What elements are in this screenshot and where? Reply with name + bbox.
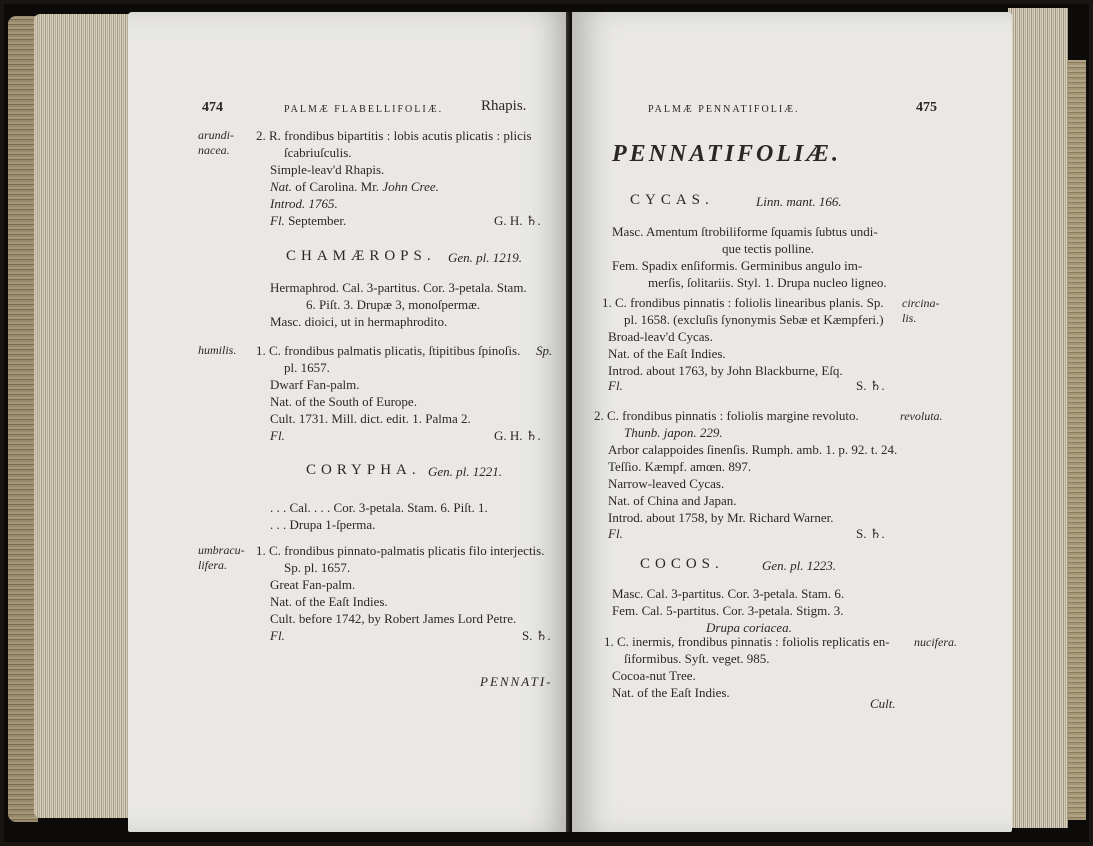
genus-reference: Linn. mant. 166. [756, 194, 842, 209]
margin-species-name: circina- [902, 296, 940, 310]
left-page [128, 12, 570, 832]
genus-heading: CYCAS. [630, 192, 714, 208]
page-edges-right [1008, 8, 1068, 828]
margin-species-name: arundi- [198, 128, 234, 142]
genus-heading: CHAMÆROPS. [286, 248, 436, 264]
genus-description: . . . Cal. . . . Cor. 3-petala. Stam. 6. Piſt. 1. [270, 500, 488, 515]
genus-description: Masc. Cal. 3-partitus. Cor. 3-petala. Stam. 6. [612, 586, 845, 601]
genus-description: Drupa coriacea. [706, 620, 792, 635]
entry-line: ſcabriuſculis. [284, 145, 352, 160]
genus-reference: Gen. pl. 1221. [428, 464, 503, 479]
margin-species-name: nucifera. [914, 635, 957, 649]
entry-line: ſiformibus. Syſt. veget. 985. [624, 651, 770, 666]
fl-label: Fl. [270, 628, 285, 643]
running-head: PALMÆ FLABELLIFOLIÆ. [284, 104, 444, 115]
entry-line: 1. C. frondibus pinnato-palmatis plicatis filo interjectis. [256, 543, 545, 558]
catchword: PENNATI- [480, 674, 553, 689]
genus-description: que tectis polline. [722, 241, 815, 256]
entry-line: Nat. of the Eaſt Indies. [608, 346, 726, 361]
nat-label: Nat. [270, 179, 293, 194]
margin-species-name: lifera. [198, 558, 227, 572]
page-edges-left [34, 14, 134, 818]
entry-line: Arbor calappoides ſinenſis. Rumph. amb. 1. p. 92. t. 24. [608, 442, 898, 457]
genus-description: . . . Drupa 1-ſperma. [270, 517, 376, 532]
genus-heading: COCOS. [640, 556, 724, 572]
fl-label: Fl. [608, 526, 623, 541]
margin-species-name: humilis. [198, 343, 237, 357]
genus-description: Fem. Spadix enſiformis. Germinibus angulo im- [612, 258, 863, 273]
page-number: 474 [202, 100, 223, 115]
entry-line: Sp. [536, 343, 553, 358]
common-name: Great Fan-palm. [270, 577, 356, 592]
common-name: Dwarf Fan-palm. [270, 377, 360, 392]
fl-label: Fl. [270, 428, 285, 443]
entry-line: of Carolina. Mr. [295, 179, 380, 194]
genus-description: 6. Piſt. 3. Drupæ 3, monoſpermæ. [306, 297, 481, 312]
margin-species-name: umbracu- [198, 543, 245, 557]
entry-line: Sp. pl. 1657. [284, 560, 351, 575]
margin-species-name: lis. [902, 311, 917, 325]
margin-species-name: nacea. [198, 143, 230, 157]
person-name: John Cree. [382, 179, 439, 194]
habitat-symbol: G. H. ♄. [494, 428, 541, 443]
margin-species-name: revoluta. [900, 409, 943, 423]
genus-description: Masc. Amentum ſtrobiliforme ſquamis ſubtus undi- [612, 224, 878, 239]
entry-line: Nat. of the Eaſt Indies. [612, 685, 730, 700]
fl-label: Fl. [608, 378, 623, 393]
entry-line: September. [288, 213, 347, 228]
entry-line: Teſſio. Kæmpf. amœn. 897. [608, 459, 752, 474]
fl-label: Fl. [270, 213, 285, 228]
genus-reference: Gen. pl. 1223. [762, 558, 837, 573]
genus-heading: CORYPHA. [306, 462, 421, 478]
entry-line: pl. 1657. [284, 360, 330, 375]
entry-line: pl. 1658. (excluſis ſynonymis Sebæ et Kæmpferi.) [624, 312, 884, 327]
habitat-symbol: S. ♄. [522, 628, 551, 643]
entry-line: Introd. about 1763, by John Blackburne, Eſq. [608, 363, 843, 378]
genus-reference: Gen. pl. 1219. [448, 250, 523, 265]
genus-description: Masc. dioici, ut in hermaphrodito. [270, 314, 448, 329]
genus-description: Hermaphrod. Cal. 3-partitus. Cor. 3-petala. Stam. [270, 280, 527, 295]
entry-line: Cult. 1731. Mill. dict. edit. 1. Palma 2. [270, 411, 471, 426]
genus-description: merſis, ſolitariis. Styl. 1. Drupa nucleo ligneo. [648, 275, 887, 290]
common-name: Broad-leav'd Cycas. [608, 329, 713, 344]
entry-line: 2. R. frondibus bipartitis : lobis acutis plicatis : plicis [256, 128, 532, 143]
common-name: Narrow-leaved Cycas. [608, 476, 725, 491]
habitat-symbol: S. ♄. [856, 526, 885, 541]
running-head-genus: Rhapis. [481, 98, 527, 114]
entry-line: Introd. about 1758, by Mr. Richard Warner. [608, 510, 834, 525]
entry-line: 1. C. inermis, frondibus pinnatis : foliolis replicatis en- [604, 634, 890, 649]
genus-description: Fem. Cal. 5-partitus. Cor. 3-petala. Stigm. 3. [612, 603, 844, 618]
entry-line: 1. C. frondibus palmatis plicatis, ſtipitibus ſpinoſis. [256, 343, 521, 358]
entry-line: Nat. of China and Japan. [608, 493, 737, 508]
entry-line: 1. C. frondibus pinnatis : foliolis linearibus planis. Sp. [602, 295, 884, 310]
section-title: PENNATIFOLIÆ. [612, 141, 842, 167]
entry-line: Thunb. japon. 229. [624, 425, 723, 440]
common-name: Cocoa-nut Tree. [612, 668, 696, 683]
running-head: PALMÆ PENNATIFOLIÆ. [648, 104, 800, 115]
entry-line: Introd. 1765. [270, 196, 338, 211]
catchword: Cult. [870, 696, 896, 711]
entry-line: Nat. of the South of Europe. [270, 394, 417, 409]
habitat-symbol: G. H. ♄. [494, 213, 541, 228]
common-name: Simple-leav'd Rhapis. [270, 162, 385, 177]
entry-line: Cult. before 1742, by Robert James Lord Petre. [270, 611, 517, 626]
page-number: 475 [916, 100, 937, 115]
right-page [572, 12, 1012, 832]
entry-line: 2. C. frondibus pinnatis : foliolis margine revoluto. [594, 408, 859, 423]
habitat-symbol: S. ♄. [856, 378, 885, 393]
entry-line: Nat. of the Eaſt Indies. [270, 594, 388, 609]
